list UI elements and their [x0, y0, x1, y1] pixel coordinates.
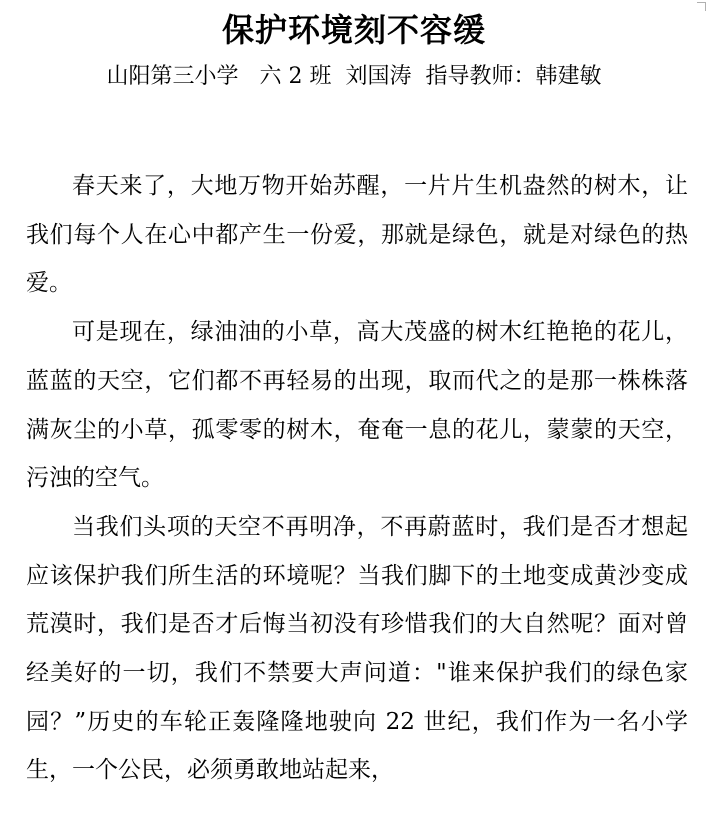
paragraph-3: 当我们头项的天空不再明净，不再蔚蓝时，我们是否才想起应该保护我们所生活的环境呢？当我们脚下的土地变成黄沙变成荒漠时，我们是否才后悔当初没有珍惜我们的大自然呢？面对曾经美好的一切，我们不禁要大声问道："谁来保护我们的绿色家园？”历史的车轮正轰隆隆地驶向 22 世纪，我们作为一名小学生，一个公民，必须勇敢地站起来， [26, 513, 688, 784]
paragraph-2: 可是现在，绿油油的小草，高大茂盛的树木红艳艳的花儿，蓝蓝的天空，它们都不再轻易的出现，取而代之的是那一株株落满灰尘的小草，孤零零的树木，奄奄一息的花儿，蒙蒙的天空，污浊的空气。 [26, 319, 688, 492]
document-body [26, 162, 688, 795]
author-byline: 山阳第三小学 六 2 班 刘国涛 指导教师：韩建敏 [106, 64, 602, 89]
paragraph-1: 春天来了，大地万物开始苏醒，一片片生机盎然的树木，让我们每个人在心中都产生一份爱，那就是绿色，就是对绿色的热爱。 [26, 173, 688, 297]
document-title: 保护环境刻不容缓 [221, 11, 486, 49]
